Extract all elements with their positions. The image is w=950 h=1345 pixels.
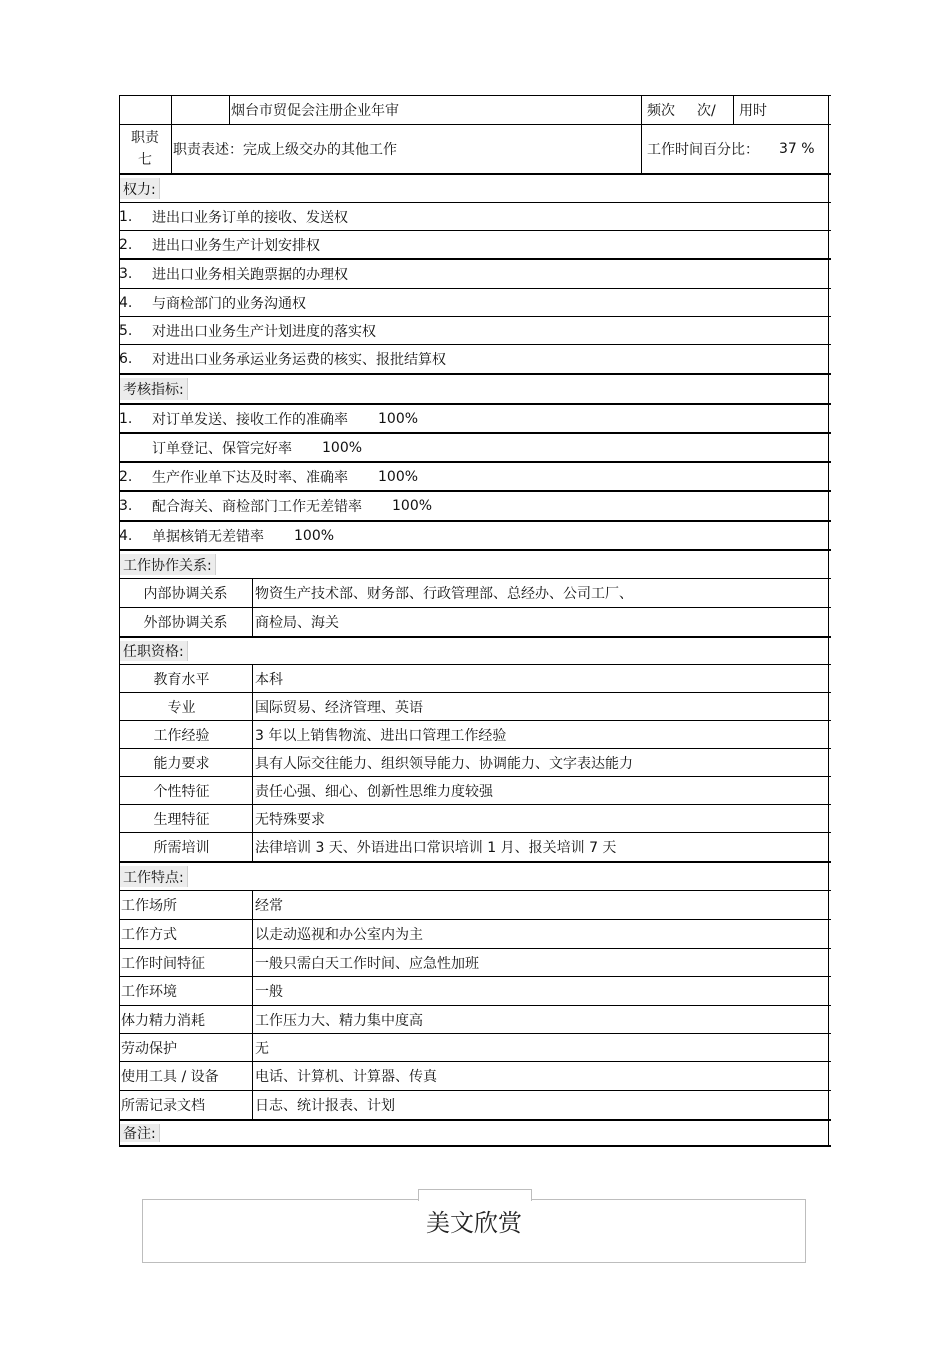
cooperation-header <box>119 549 831 578</box>
duty-number-label <box>119 125 171 173</box>
item-text: 与商检部门的业务沟通权 <box>152 295 306 312</box>
qualification-row <box>119 776 831 804</box>
features-header <box>119 861 831 890</box>
item-number: 2. <box>119 468 133 485</box>
row-label: 能力要求 <box>153 755 210 772</box>
item-percent: 100% <box>322 439 363 456</box>
authority-header <box>119 173 831 202</box>
row-label: 工作方式 <box>121 927 177 943</box>
row-label: 工作场所 <box>121 898 177 914</box>
assessment-item <box>119 432 831 461</box>
row-label: 所需记录文档 <box>121 1098 205 1114</box>
authority-item <box>119 344 831 373</box>
row-label: 教育水平 <box>153 671 210 688</box>
duty-description: 职责表述：完成上级交办的其他工作 <box>173 142 397 158</box>
qualification-header <box>119 636 831 664</box>
row-label: 生理特征 <box>153 811 210 828</box>
item-number: 4. <box>119 527 133 544</box>
footer-title: 美文欣赏 <box>426 1209 522 1237</box>
assessment-item <box>119 490 831 520</box>
item-number: 6. <box>119 351 133 367</box>
duty-label-line1: 职责 <box>131 130 159 146</box>
row-value: 法律培训 3 天、外语进出口常识培训 1 月、报关培训 7 天 <box>255 840 617 856</box>
item-number: 4. <box>119 294 133 311</box>
item-number <box>119 434 149 461</box>
features-row <box>119 1090 831 1119</box>
remarks-title: 备注: <box>120 1124 160 1142</box>
item-number: 3. <box>119 266 133 282</box>
row-value: 日志、统计报表、计划 <box>255 1098 395 1114</box>
assessment-item <box>119 520 831 549</box>
qualification-row <box>119 832 831 861</box>
qualification-row <box>119 664 831 692</box>
item-text: 对订单发送、接收工作的准确率 100% <box>152 410 419 428</box>
features-row <box>119 1005 831 1033</box>
row-label: 外部协调关系 <box>143 615 228 631</box>
item-number: 5. <box>119 322 133 339</box>
remarks-row <box>119 1119 831 1147</box>
row-value: 3 年以上销售物流、进出口管理工作经验 <box>255 727 507 744</box>
row-value: 一般 <box>255 984 283 1000</box>
assessment-item <box>119 461 831 490</box>
row-label: 劳动保护 <box>121 1040 177 1057</box>
row-value: 国际贸易、经济管理、英语 <box>255 699 423 716</box>
row-value: 商检局、海关 <box>255 615 339 631</box>
features-row <box>119 1033 831 1061</box>
features-title: 工作特点: <box>120 866 188 887</box>
features-row <box>119 890 831 919</box>
cooperation-row <box>119 578 831 607</box>
row-label: 工作时间特征 <box>121 955 205 972</box>
features-row <box>119 948 831 976</box>
item-text: 配合海关、商检部门工作无差错率 100% <box>152 498 433 515</box>
qualification-row <box>119 748 831 776</box>
row-value: 电话、计算机、计算器、传真 <box>255 1069 437 1085</box>
row-value: 一般只需白天工作时间、应急性加班 <box>255 955 479 972</box>
qualification-row <box>119 692 831 720</box>
item-number: 1. <box>119 410 133 427</box>
header-row-duty <box>119 124 831 173</box>
row-label: 专业 <box>167 699 196 716</box>
item-text: 对进出口业务承运业务运费的核实、报批结算权 <box>152 352 446 368</box>
row-value: 责任心强、细心、创新性思维力度较强 <box>255 783 493 800</box>
row-label: 工作环境 <box>121 984 177 1000</box>
item-number: 1. <box>119 208 133 225</box>
time-percent-value: 37 % <box>779 141 815 157</box>
authority-item <box>119 288 831 316</box>
qualification-row <box>119 720 831 748</box>
header-row-task <box>119 95 831 124</box>
features-row <box>119 919 831 948</box>
time-percent-label: 工作时间百分比： <box>647 142 759 158</box>
authority-item <box>119 230 831 258</box>
assessment-header <box>119 373 831 403</box>
row-value: 以走动巡视和办公室内为主 <box>255 927 423 943</box>
item-percent: 100% <box>392 498 433 514</box>
item-number: 3. <box>119 498 133 514</box>
row-label: 工作经验 <box>153 727 210 744</box>
item-percent: 100% <box>378 468 419 485</box>
item-text: 进出口业务订单的接收、发送权 <box>152 209 348 226</box>
qualification-title: 任职资格: <box>120 641 188 661</box>
features-row <box>119 976 831 1005</box>
row-value: 本科 <box>255 671 283 688</box>
frequency-unit: 次/ <box>697 103 716 119</box>
row-value: 物资生产技术部、财务部、行政管理部、总经办、公司工厂、 <box>255 586 633 602</box>
row-label: 体力精力消耗 <box>121 1012 205 1029</box>
row-value: 无 <box>255 1040 269 1057</box>
row-value: 具有人际交往能力、组织领导能力、协调能力、文字表达能力 <box>255 755 633 772</box>
item-text: 订单登记、保管完好率 100% <box>152 439 363 457</box>
row-label: 个性特征 <box>153 783 210 800</box>
frequency-label: 频次 <box>647 103 675 119</box>
row-value: 工作压力大、精力集中度高 <box>255 1012 423 1029</box>
assessment-title: 考核指标: <box>120 378 188 400</box>
cooperation-title: 工作协作关系: <box>120 554 216 575</box>
row-label: 内部协调关系 <box>143 586 228 602</box>
features-row <box>119 1061 831 1090</box>
time-used-label: 用时 <box>739 103 767 119</box>
item-text: 进出口业务生产计划安排权 <box>152 237 320 254</box>
qualification-row <box>119 804 831 832</box>
duty-label-line2: 七 <box>138 152 152 168</box>
item-text: 进出口业务相关跑票据的办理权 <box>152 267 348 283</box>
row-value: 经常 <box>255 898 283 914</box>
item-text: 生产作业单下达及时率、准确率 100% <box>152 468 419 486</box>
cooperation-row <box>119 607 831 636</box>
authority-item <box>119 202 831 230</box>
item-text: 单据核销无差错率 100% <box>152 527 335 545</box>
item-percent: 100% <box>378 410 419 427</box>
authority-title: 权力: <box>120 178 160 199</box>
item-text: 对进出口业务生产计划进度的落实权 <box>152 323 376 340</box>
authority-item <box>119 316 831 344</box>
item-percent: 100% <box>294 527 335 544</box>
row-label: 所需培训 <box>153 840 210 856</box>
item-number: 2. <box>119 236 133 253</box>
task-title: 烟台市贸促会注册企业年审 <box>231 103 399 119</box>
footer-tab <box>418 1189 532 1201</box>
row-value: 无特殊要求 <box>255 811 325 828</box>
assessment-item <box>119 403 831 432</box>
authority-item <box>119 258 831 288</box>
row-label: 使用工具 / 设备 <box>121 1069 219 1085</box>
